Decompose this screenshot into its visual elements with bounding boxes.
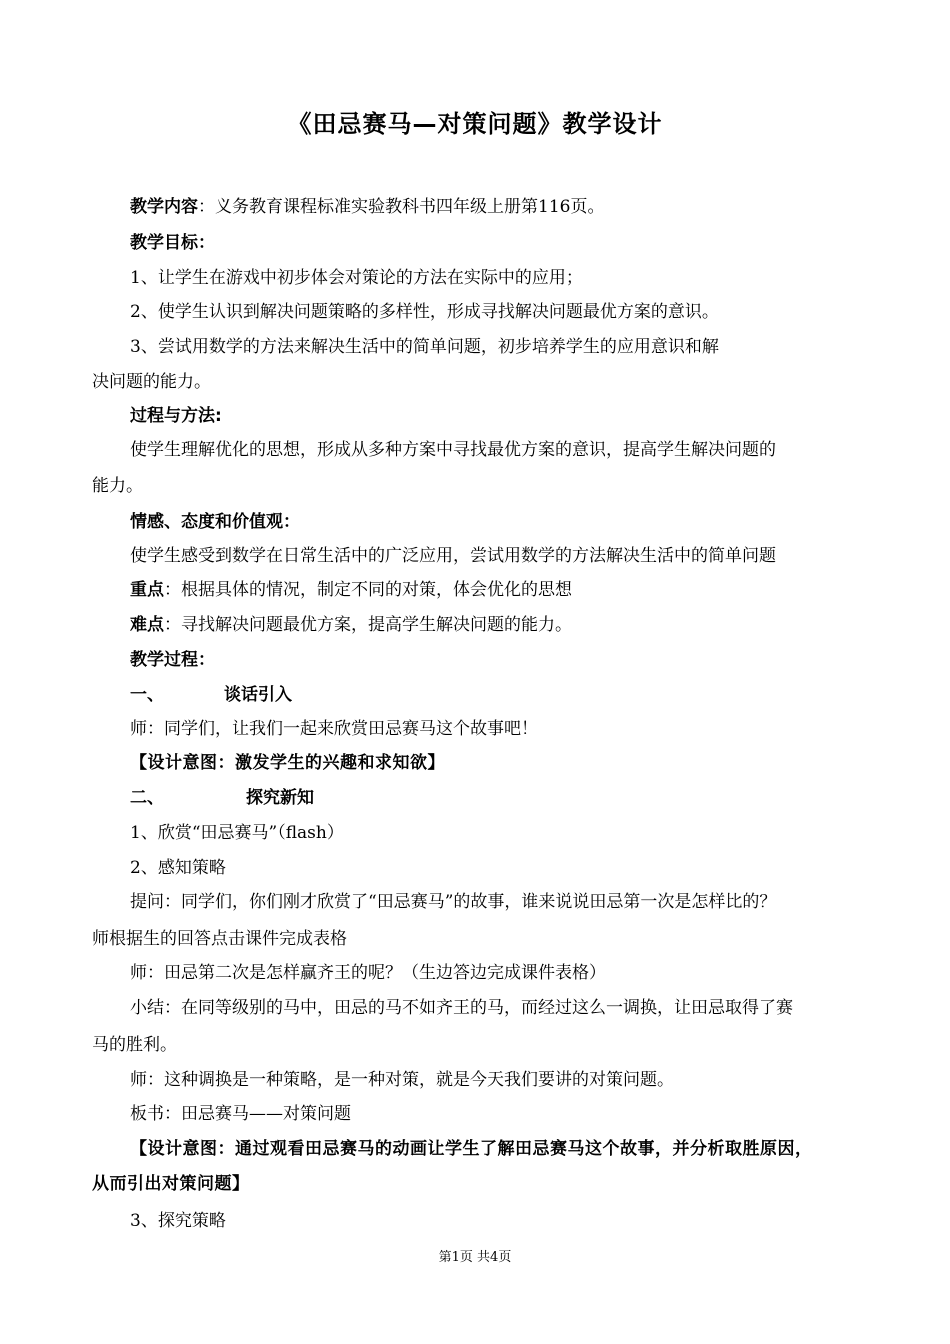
- process-method-line1: 使学生理解优化的思想，形成从多种方案中寻找最优方案的意识，提高学生解决问题的: [130, 440, 776, 460]
- teacher-second-race: 师：田忌第二次是怎样赢齐王的呢？（生边答边完成课件表格）: [130, 963, 606, 983]
- teaching-content: [130, 195, 910, 219]
- emotion-values-text: 使学生感受到数学在日常生活中的广泛应用，尝试用数学的方法解决生活中的简单问题: [130, 546, 776, 566]
- goal-1: 1、让学生在游戏中初步体会对策论的方法在实际中的应用；: [130, 268, 583, 288]
- section-2-title: 探究新知: [246, 788, 314, 808]
- blackboard-writing: 板书：田忌赛马——对策问题: [130, 1104, 351, 1124]
- difficulty-point-label: 难点: [130, 615, 164, 635]
- section-2-design-note-line1: 【设计意图：通过观看田忌赛马的动画让学生了解田忌赛马这个故事，并分析取胜原因，: [130, 1139, 813, 1159]
- teacher-strategy-line: 师：这种调换是一种策略，是一种对策，就是今天我们要讲的对策问题。: [130, 1070, 674, 1090]
- document-title: 《田忌赛马—对策问题》教学设计: [287, 110, 663, 138]
- section-1-title: 谈话引入: [224, 685, 292, 705]
- teaching-procedure-heading: 教学过程：: [130, 650, 215, 670]
- question-line1: 提问：同学们，你们刚才欣赏了“田忌赛马”的故事，谁来说说田忌第一次是怎样比的？: [130, 892, 777, 912]
- section-1-design-note: 【设计意图：激发学生的兴趣和求知欲】: [130, 753, 445, 773]
- step-1: 1、欣赏“田忌赛马”（flash）: [130, 823, 344, 843]
- goal-3-line2: 决问题的能力。: [92, 372, 211, 392]
- process-method-line2: 能力。: [92, 476, 143, 496]
- summary-line1: 小结：在同等级别的马中，田忌的马不如齐王的马，而经过这么一调换，让田忌取得了赛: [130, 998, 793, 1018]
- teaching-content-label: 教学内容: [130, 197, 198, 217]
- difficulty-point-text: ：寻找解决问题最优方案，提高学生解决问题的能力。: [164, 615, 572, 635]
- difficulty-point: [130, 613, 910, 637]
- question-line2: 师根据生的回答点击课件完成表格: [92, 929, 347, 949]
- emotion-values-heading: 情感、态度和价值观：: [130, 512, 300, 532]
- key-point: [130, 578, 910, 602]
- page-footer: 第1页 共4页: [438, 1250, 512, 1265]
- section-1-teacher-line: 师：同学们，让我们一起来欣赏田忌赛马这个故事吧！: [130, 719, 538, 739]
- process-method-heading: 过程与方法:: [130, 406, 222, 426]
- key-point-text: ：根据具体的情况，制定不同的对策，体会优化的思想: [164, 580, 572, 600]
- key-point-label: 重点: [130, 580, 164, 600]
- summary-line2: 马的胜利。: [92, 1035, 177, 1055]
- teaching-goals-heading: 教学目标：: [130, 233, 215, 253]
- section-1-number: 一、: [130, 685, 164, 705]
- goal-2: 2、使学生认识到解决问题策略的多样性，形成寻找解决问题最优方案的意识。: [130, 302, 719, 322]
- goal-3-line1: 3、尝试用数学的方法来解决生活中的简单问题，初步培养学生的应用意识和解: [130, 337, 719, 357]
- section-1-heading: [130, 683, 910, 707]
- section-2-heading: [130, 786, 910, 810]
- section-2-number: 二、: [130, 788, 164, 808]
- teaching-content-text: ：义务教育课程标准实验教科书四年级上册第116页。: [198, 197, 605, 217]
- step-2: 2、感知策略: [130, 858, 226, 878]
- section-2-design-note-line2: 从而引出对策问题】: [92, 1174, 250, 1194]
- step-3: 3、探究策略: [130, 1211, 226, 1231]
